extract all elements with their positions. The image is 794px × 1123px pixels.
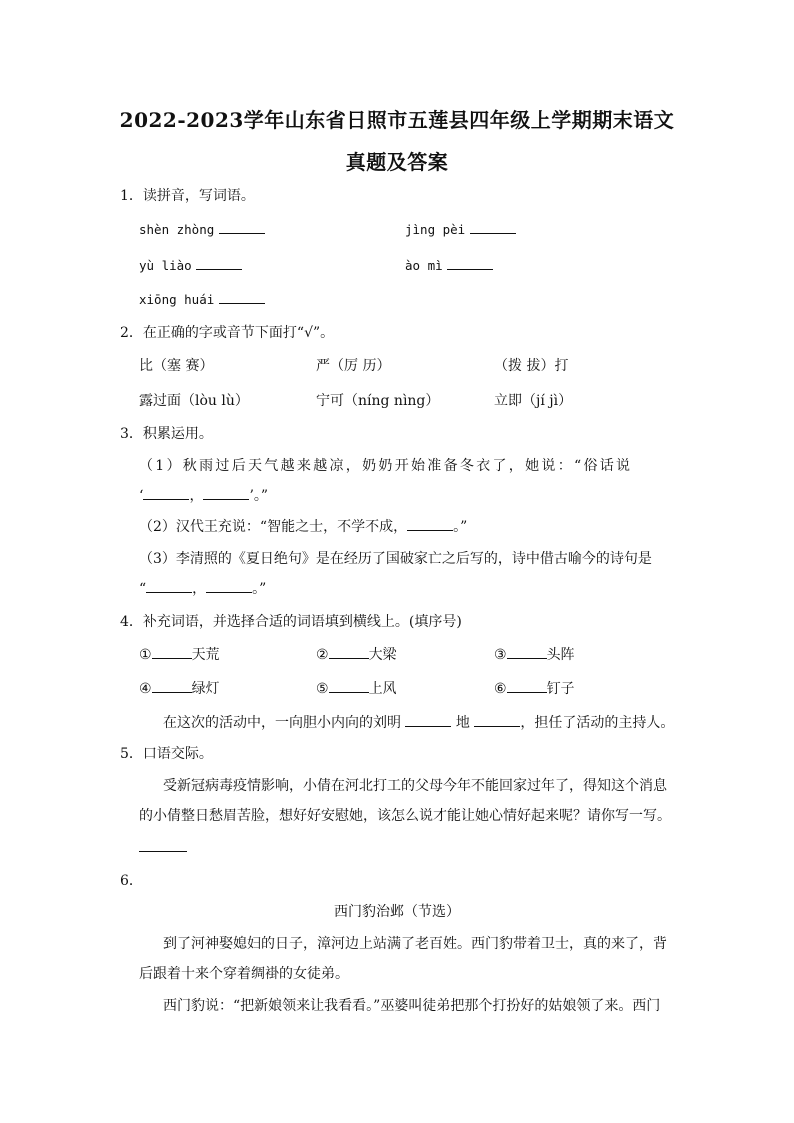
q3-quote-open: ‘ <box>139 488 144 504</box>
q4-num-3: ③ <box>494 647 507 663</box>
q4-word-5: 上风 <box>368 681 397 697</box>
q2-item-5[interactable]: 宁可（níng nìng） <box>316 393 440 409</box>
q6-paragraph-line2: 后跟着十来个穿着绸褂的女徒弟。 <box>139 966 349 982</box>
q1-item-4 <box>405 256 493 276</box>
q4-sentence-blank-1[interactable] <box>405 713 451 727</box>
q4-word-3: 头阵 <box>546 647 575 663</box>
q3-comma-1: ， <box>189 488 204 504</box>
q1-answer-blank-1[interactable] <box>219 220 265 234</box>
q5-answer-blank[interactable] <box>139 838 187 852</box>
q6-heading: 6． <box>120 873 143 889</box>
q4-sentence-blank-2[interactable] <box>474 713 520 727</box>
page-title-line1: 2022-2023学年山东省日照市五莲县四年级上学期期末语文 <box>119 108 675 132</box>
q1-pinyin-3: yù liào <box>139 258 192 273</box>
q1-answer-blank-2[interactable] <box>470 220 516 234</box>
q4-item-6 <box>494 679 575 699</box>
q2-heading: 2．在正确的字或音节下面打“√”。 <box>120 325 335 341</box>
q1-pinyin-2: jìng pèi <box>405 222 466 237</box>
q4-heading: 4．补充词语，并选择合适的词语填到横线上。(填序号) <box>120 614 462 630</box>
q2-item-2[interactable]: 严（厉 历） <box>316 358 391 374</box>
q1-heading: 1．读拼音，写词语。 <box>120 188 255 204</box>
q4-item-3 <box>494 645 575 665</box>
q6-article-title: 西门豹治邺（节选） <box>334 904 460 920</box>
q1-item-5 <box>139 290 265 310</box>
q1-item-1 <box>139 220 265 240</box>
q3-part2-text: （2）汉代王充说：“智能之士，不学不成， <box>139 519 408 535</box>
q3-part3-line2 <box>139 579 266 599</box>
q3-blank-3[interactable] <box>407 517 453 531</box>
q1-pinyin-1: shèn zhòng <box>139 222 215 237</box>
q4-num-2: ② <box>316 647 329 663</box>
page-title-line2: 真题及答案 <box>345 150 449 174</box>
q2-item-6[interactable]: 立即（jí jì） <box>494 393 573 409</box>
q3-quote-open-2: “ <box>139 581 147 597</box>
q4-num-4: ④ <box>139 681 152 697</box>
q2-item-4[interactable]: 露过面（lòu lù） <box>139 393 249 409</box>
q4-num-1: ① <box>139 647 152 663</box>
q4-item-1 <box>139 645 220 665</box>
q1-pinyin-5: xiōng huái <box>139 292 215 307</box>
q3-blank-5[interactable] <box>206 579 252 593</box>
q3-quote-close: ’。” <box>249 488 269 504</box>
q4-num-6: ⑥ <box>494 681 507 697</box>
q4-num-5: ⑤ <box>316 681 329 697</box>
q4-blank-1[interactable] <box>152 645 192 659</box>
q1-answer-blank-3[interactable] <box>196 256 242 270</box>
q4-blank-2[interactable] <box>329 645 369 659</box>
q2-item-3[interactable]: （拨 拔）打 <box>494 358 569 374</box>
q3-blank-1[interactable] <box>143 486 189 500</box>
q4-blank-6[interactable] <box>507 679 547 693</box>
q4-word-6: 钉子 <box>546 681 575 697</box>
q3-comma-2: ， <box>192 581 207 597</box>
q3-blank-4[interactable] <box>146 579 192 593</box>
q4-sentence <box>163 713 674 733</box>
q1-answer-blank-4[interactable] <box>447 256 493 270</box>
q4-sentence-end: ，担任了活动的主持人。 <box>520 715 675 731</box>
q2-item-1[interactable]: 比（塞 赛） <box>139 358 214 374</box>
q4-item-5 <box>316 679 397 699</box>
q4-item-2 <box>316 645 397 665</box>
q6-paragraph-line3: 西门豹说：“把新娘领来让我看看。”巫婆叫徒弟把那个打扮好的姑娘领了来。西门 <box>163 998 661 1014</box>
q4-sentence-start: 在这次的活动中，一向胆小内向的刘明 <box>163 715 401 731</box>
q3-quote-close-2: 。” <box>252 581 267 597</box>
q4-blank-5[interactable] <box>329 679 369 693</box>
q1-answer-blank-5[interactable] <box>219 290 265 304</box>
q5-paragraph-line1: 受新冠病毒疫情影响，小倩在河北打工的父母今年不能回家过年了，得知这个消息 <box>163 778 667 794</box>
q4-blank-3[interactable] <box>507 645 547 659</box>
q4-word-2: 大梁 <box>368 647 397 663</box>
q3-heading: 3．积累运用。 <box>120 426 213 442</box>
q1-pinyin-4: ào mì <box>405 258 443 273</box>
q4-word-4: 绿灯 <box>191 681 220 697</box>
q1-item-2 <box>405 220 516 240</box>
q6-paragraph-line1: 到了河神娶媳妇的日子，漳河边上站满了老百姓。西门豹带着卫士，真的来了，背 <box>163 936 667 952</box>
q4-sentence-mid: 地 <box>455 715 470 731</box>
q5-answer-line <box>139 838 187 858</box>
q5-paragraph-line2: 的小倩整日愁眉苦脸，想好好安慰她，该怎么说才能让她心情好起来呢？请你写一写。 <box>139 808 671 824</box>
q3-part1-line1: （1）秋雨过后天气越来越凉，奶奶开始准备冬衣了，她说：“俗话说 <box>139 458 633 474</box>
q3-blank-2[interactable] <box>203 486 249 500</box>
q4-word-1: 天荒 <box>191 647 220 663</box>
q3-part1-line2 <box>139 486 268 506</box>
q1-item-3 <box>139 256 242 276</box>
q5-heading: 5．口语交际。 <box>120 746 213 762</box>
q3-part2 <box>139 517 467 537</box>
q3-part3-line1: （3）李清照的《夏日绝句》是在经历了国破家亡之后写的，诗中借古喻今的诗句是 <box>139 551 652 567</box>
q4-item-4 <box>139 679 220 699</box>
q3-part2-end: 。” <box>453 519 468 535</box>
q4-blank-4[interactable] <box>152 679 192 693</box>
